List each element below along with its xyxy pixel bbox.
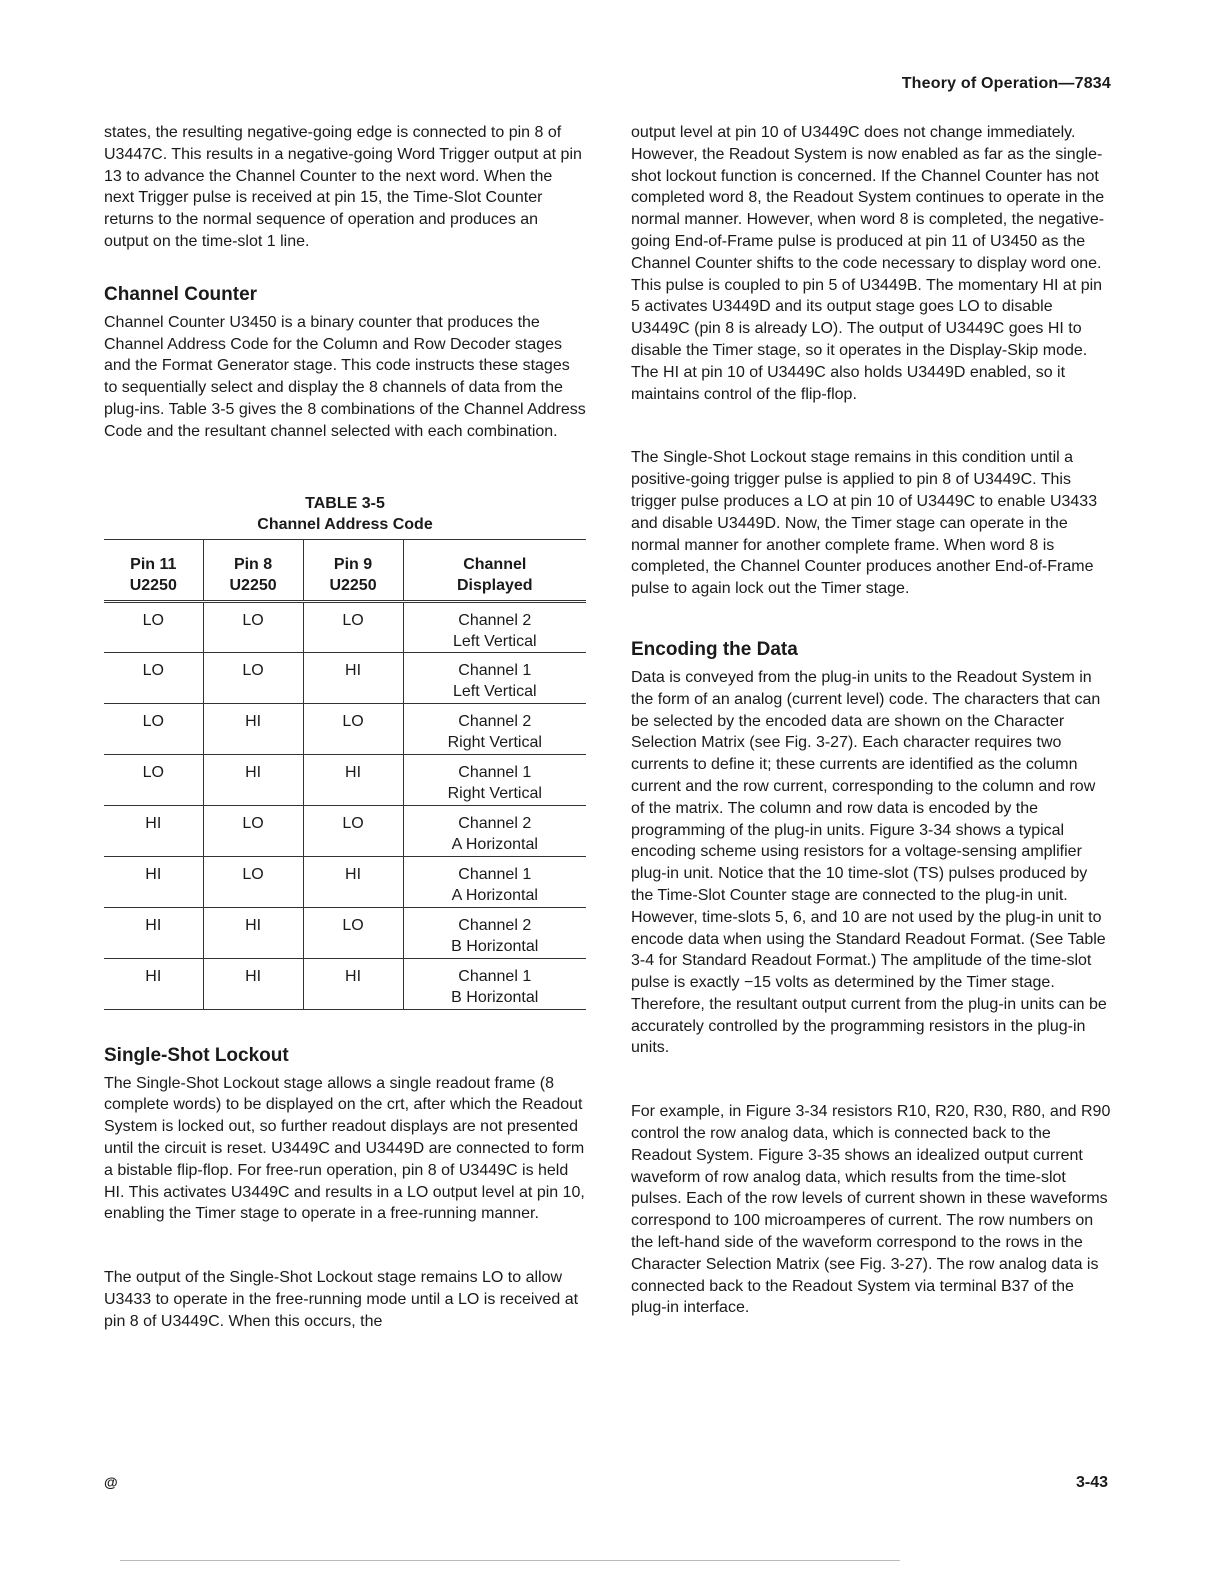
lockout-condition-paragraph: The Single-Shot Lockout stage remains in this condition until a positive-going trigger pulse is applied to pin 8 of U3449C. This trigger pulse produces a LO at pin 10 of U3449C to enable U3433 and disable U3449D. Now, the Timer stage can operate in the normal manner for another complete frame. When word 8 is completed, the Channel Counter produces another End-of-Frame pulse to again lock out the Timer stage. (631, 449, 1098, 598)
right-column (631, 122, 1113, 1319)
single-shot-paragraph-1: The Single-Shot Lockout stage allows a single readout frame (8 complete words) to be displayed on the crt, after which the Readout System is locked out, so further readout displays are not presented until the circuit is reset. U3449C and U3449D are connected to form a bistable flip-flop. For free-run operation, pin 8 of U3449C is held HI. This activates U3449C and results in a LO output level at pin 10, enabling the Timer stage to operate in a free-running manner. (104, 1074, 585, 1223)
table-row: LO HI LO Channel 2 Right Vertical (104, 703, 586, 754)
intro-paragraph: states, the resulting negative-going edge is connected to pin 8 of U3447C. This results in a negative-going Word Trigger output at pin 13 to advance the Channel Counter to the next word. When the next Trigger pulse is received at pin 15, the Time-Slot Counter returns to the normal sequence of operation and produces an output on the time-slot 1 line. (104, 124, 582, 250)
encoding-paragraph-1: Data is conveyed from the plug-in units to the Readout System in the form of an analog (current level) code. The characters that can be selected by the encoded data are shown on the Character Selection Matrix (see Fig. 3-27). Each character requires two currents to define it; these currents are identified as the column current and the row current, corresponding to the column and row of the matrix. The column and row data is encoded by the programming of the plug-in units. Figure 3-34 shows a typical encoding scheme using resistors for a voltage-sensing amplifier plug-in unit. Notice that the 10 time-slot (TS) pulses produced by the Time-Slot Counter stage are connected to the plug-in unit. However, time-slots 5, 6, and 10 are not used by the plug-in unit to encode data when using the Standard Readout Format. (See Table 3-4 for Standard Readout Format.) The amplitude of the time-slot pulse is exactly −15 volts as determined by the Timer stage. Therefore, the resultant output current from the plug-in units can be accurately controlled by the programming resistors in the plug-in units. (631, 668, 1107, 1057)
table-title (104, 493, 586, 535)
table-header-row (104, 539, 586, 601)
table-caption: Channel Address Code (257, 515, 433, 533)
channel-counter-heading: Channel Counter (104, 283, 258, 305)
single-shot-heading: Single-Shot Lockout (104, 1044, 289, 1066)
lockout-paragraph: output level at pin 10 of U3449C does not change immediately. However, the Readout System is now enabled as far as the single-shot lockout function is concerned. If the Channel Counter has not completed word 8, the Readout System continues to operate in the normal manner. However, when word 8 is completed, the negative-going End-of-Frame pulse is produced at pin 11 of U3450 as the Channel Counter shifts to the code necessary to display word one. This pulse is coupled to pin 5 of U3449B. The momentary HI at pin 5 activates U3449D and its output stage goes LO to disable U3449C (pin 8 is already LO). The output of U3449C goes HI to disable the Timer stage, so it operates in the Display-Skip mode. The HI at pin 10 of U3449C also holds U3449D enabled, so it maintains control of the flip-flop. (631, 124, 1105, 403)
channel-address-table (104, 539, 586, 1010)
header-channel: Channel Displayed (403, 539, 586, 601)
header-pin8: Pin 8 U2250 (203, 539, 303, 601)
left-column (104, 122, 586, 1333)
encoding-paragraph-2: For example, in Figure 3-34 resistors R10, R20, R30, R80, and R90 control the row analog data, which is connected back to the Readout System. Figure 3-35 shows an idealized output current waveform of row analog data, which results from the time-slot pulses. Each of the row levels of current shown in these waveforms correspond to 100 microamperes of current. The row numbers on the left-hand side of the waveform correspond to the rows in the Character Selection Matrix (see Fig. 3-27). The row analog data is connected back to the Readout System via terminal B37 of the plug-in interface. (631, 1103, 1111, 1317)
channel-counter-paragraph: Channel Counter U3450 is a binary counter that produces the Channel Address Code for the Column and Row Decoder stages and the Format Generator stage. This code instructs these stages to sequentially select and display the 8 channels of data from the plug-ins. Table 3-5 gives the 8 combinations of the Channel Address Code and the resultant channel selected with each combination. (104, 313, 586, 440)
page-number: 3-43 (1075, 1474, 1108, 1491)
table-label: TABLE 3-5 (305, 494, 385, 512)
table-row: HI HI HI Channel 1 B Horizontal (104, 958, 586, 1009)
encoding-heading: Encoding the Data (631, 638, 798, 660)
header-pin9: Pin 9 U2250 (303, 539, 403, 601)
bottom-rule (120, 1560, 900, 1561)
footer-mark: @ (104, 1474, 118, 1490)
header-pin11: Pin 11 U2250 (104, 539, 203, 601)
table-row: LO LO LO Channel 2 Left Vertical (104, 601, 586, 652)
table-row: LO LO HI Channel 1 Left Vertical (104, 652, 586, 703)
table-row: LO HI HI Channel 1 Right Vertical (104, 754, 586, 805)
table-row: HI LO HI Channel 1 A Horizontal (104, 856, 586, 907)
running-header: Theory of Operation—7834 (901, 75, 1111, 92)
table-row: HI LO LO Channel 2 A Horizontal (104, 805, 586, 856)
table-row: HI HI LO Channel 2 B Horizontal (104, 907, 586, 958)
single-shot-paragraph-2: The output of the Single-Shot Lockout stage remains LO to allow U3433 to operate in the free-running mode until a LO is received at pin 8 of U3449C. When this occurs, the (104, 1269, 579, 1330)
